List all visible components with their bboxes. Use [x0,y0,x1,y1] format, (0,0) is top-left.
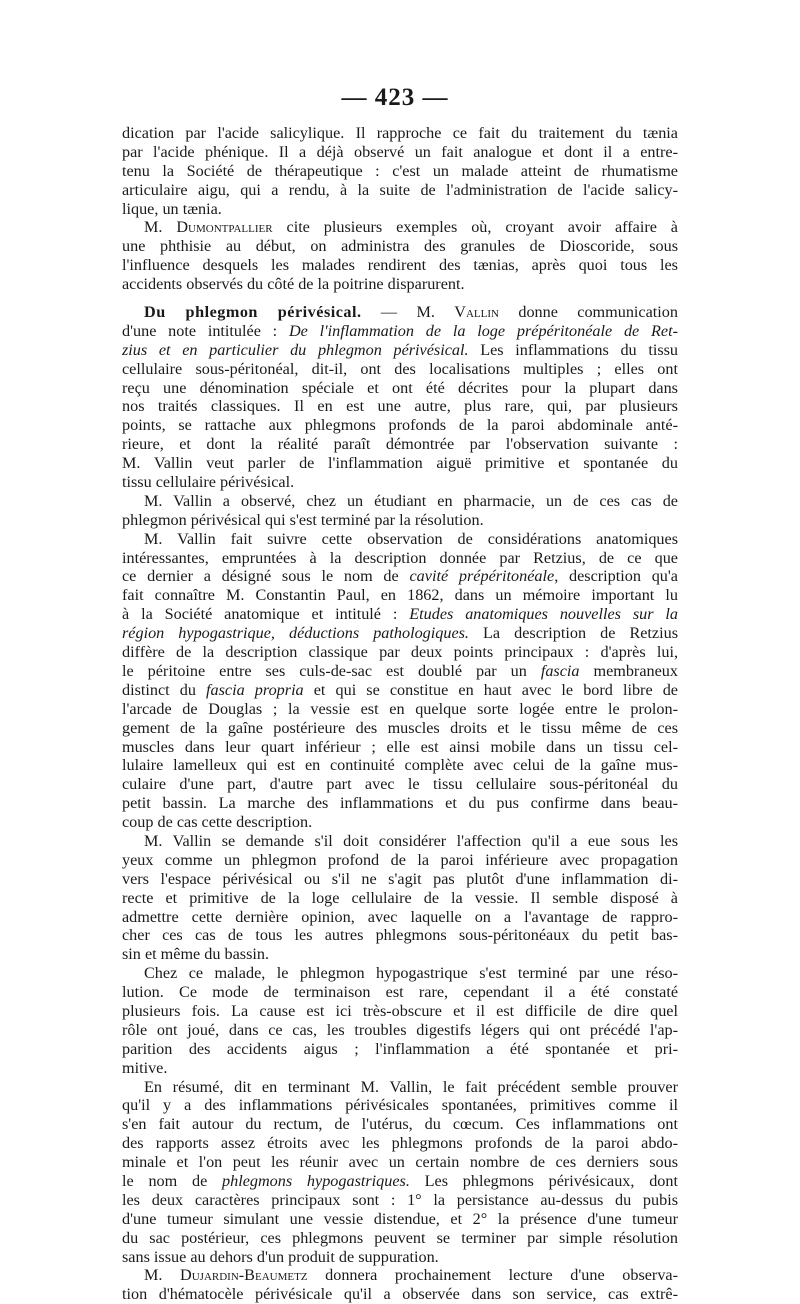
text-run: plusieurs fois. La cause est ici très-obscure et il est difficile de dire quel [122,1001,678,1020]
text-run: petit bassin. La marche des inflammations et du pus confirme dans beau- [122,794,678,813]
text-run: une phthisie au début, on administra des granules de Dioscoride, sous [122,237,678,256]
text-run: mitive. [122,1058,168,1077]
text-run: d'une note intitulée : [122,321,289,340]
text-line [122,397,678,416]
text-run: s'en fait autour du rectum, de l'utérus, du cœcum. Ces inflammations ont [122,1115,678,1134]
text-line [122,492,678,511]
text-line [122,435,678,454]
text-run: du sac postérieur, ces phlegmons peuvent se terminer par simple résolution [122,1228,678,1247]
text-run: M. [144,218,177,237]
text-run: à la Société anatomique et intitulé : [122,605,410,624]
text-line [122,1040,678,1059]
text-run: tion d'hématocèle périvésicale qu'il a observée dans son service, cas extrê- [122,1285,678,1304]
text-line [122,360,678,379]
text-run: En résumé, dit en terminant M. Vallin, le fait précédent semble prouver [144,1077,678,1096]
text-line [122,454,678,473]
text-run: rieure, et dont la réalité paraît démontrée par l'observation suivante : [122,435,678,454]
text-run: culaire d'une part, d'autre part avec le tissu cellulaire sous-péritonéal du [122,775,678,794]
text-run: rôle ont joué, dans ce cas, les troubles digestifs légers qui ont précédé l'ap- [122,1020,678,1039]
text-run: donnera prochainement lecture d'une observa- [307,1266,678,1285]
text-line [122,889,678,908]
text-line [122,1002,678,1021]
text-line [122,624,678,643]
text-run: reçu une dénomination spéciale et ont été décrites pour la plupart dans [122,378,678,397]
text-line [122,1059,678,1078]
text-run: les deux caractères principaux sont : 1° la persistance au-dessus du pubis [122,1190,678,1209]
person-name: Dumontpallier [176,218,273,237]
text-run: l'arcade de Douglas ; la vessie est en quelque sorte logée entre le prolon- [122,699,678,718]
text-run: cher ces cas de tous les autres phlegmons sous-péritonéaux du petit bas- [122,926,678,945]
text-run: lution. Ce mode de terminaison est rare, cependant il a été constaté [122,983,678,1002]
text-line [122,1229,678,1248]
text-run: donne communication [498,303,678,322]
text-run: membraneux [579,661,678,680]
text-line [122,162,678,181]
text-line [122,567,678,586]
text-line [122,832,678,851]
text-run: La description de Retzius [468,624,678,643]
text-run: par l'acide phénique. Il a déjà observé un fait analogue et dont il a entre- [122,142,678,161]
text-line [122,1191,678,1210]
text-line [122,181,678,200]
text-line [122,143,678,162]
text-line [122,473,678,492]
text-run: tenu la Société de thérapeutique : c'est un malade atteint de rhumatisme [122,161,678,180]
italic-text: région hypogastrique, déductions pathologiques. [122,624,469,643]
text-run: muscles dans leur quart inférieur ; elle est ainsi mobile dans un tissu cel- [122,737,678,756]
text-line [122,275,678,294]
text-line [122,379,678,398]
italic-text: fascia propria [206,680,304,699]
text-line [122,926,678,945]
text-run: lique, un tænia. [122,199,222,218]
text-run: M. Vallin se demande s'il doit considérer l'affection qu'il a eue sous les [144,831,678,850]
text-line [122,1266,678,1285]
text-run: — M. [361,303,455,322]
text-line [122,964,678,983]
text-run: cellulaire sous-péritonéal, dit-il, ont des localisations multiples ; elles ont [122,359,678,378]
text-run: qu'il y a des inflammations périvésicales spontanées, primitives comme il [122,1096,678,1115]
text-line [122,738,678,757]
text-run: intéressantes, empruntées à la description donnée par Retzius, de ce que [122,548,678,567]
text-run: d'une tumeur simulant une vessie distendue, et 2° la présence d'une tumeur [122,1209,678,1228]
italic-text: phlegmons hypogastriques. [222,1171,410,1190]
text-run: l'influence desquels les malades rendirent des tænias, après quoi tous les [122,256,678,275]
italic-text: fascia [540,661,580,680]
text-line [122,1021,678,1040]
text-run: parition des accidents aigus ; l'inflammation a été spontanée et pri- [122,1039,678,1058]
text-run: Les phlegmons périvésicaux, dont [409,1171,678,1190]
text-line [122,1134,678,1153]
text-line [122,218,678,237]
text-line [122,643,678,662]
section-heading-line [122,303,678,322]
text-line [122,1285,678,1304]
text-run: recte et primitive de la loge cellulaire de la vessie. Il semble disposé à [122,888,678,907]
text-run: minale et l'on peut les réunir avec un certain nombre de ces derniers sous [122,1153,678,1172]
text-run: dication par l'acide salicylique. Il rapproche ce fait du traitement du tænia [122,124,678,142]
text-line [122,851,678,870]
text-run: accidents observés du côté de la poitrine disparurent. [122,275,465,294]
text-line [122,586,678,605]
text-line [122,1153,678,1172]
page-number: — 423 — [341,84,449,111]
section-heading: Du phlegmon périvésical. [144,303,362,322]
text-run: tissu cellulaire périvésical. [122,473,295,492]
text-run: articulaire aigu, qui a rendu, à la suite de l'administration de l'acide salicy- [122,180,678,199]
text-line [122,605,678,624]
text-line [122,256,678,275]
text-line [122,700,678,719]
text-line [122,870,678,889]
text-line [122,908,678,927]
text-run: M. Vallin veut parler de l'inflammation aiguë primitive et spontanée du [122,454,678,473]
text-line [122,124,678,143]
text-run: M. Vallin fait suivre cette observation de considérations anatomiques [144,529,678,548]
text-run: fait connaître M. Constantin Paul, en 1862, dans un mémoire important lu [122,586,678,605]
text-run: diffère de la description classique par deux points principaux : d'après lui, [122,643,678,662]
text-run: phlegmon périvésical qui s'est terminé par la résolution. [122,510,484,529]
text-line [122,1248,678,1267]
text-run: Les inflammations du tissu [468,340,679,359]
text-line [122,983,678,1002]
text-run: admettre cette dernière opinion, avec laquelle on a l'avantage de rappro- [122,907,678,926]
text-line [122,1210,678,1229]
text-line [122,794,678,813]
text-run: M. Vallin a observé, chez un étudiant en pharmacie, un de ces cas de [144,491,678,510]
text-run: ce dernier a désigné sous le nom de [122,567,410,586]
body-text [122,124,678,1304]
text-run: des rapports assez étroits avec les phlegmons profonds de la paroi abdo- [122,1134,678,1153]
text-run: Chez ce malade, le phlegmon hypogastrique s'est terminé par une réso- [144,964,678,983]
text-line [122,341,678,360]
text-line [122,945,678,964]
text-line [122,200,678,219]
text-run: le péritoine entre ses culs-de-sac est doublé par un [122,661,541,680]
italic-text: zius et en particulier du phlegmon périvésical. [122,340,469,359]
italic-text: De l'inflammation de la loge prépéritonéale de Ret- [288,321,679,340]
text-line [122,719,678,738]
person-name: Dujardin-Beaumetz [180,1266,308,1285]
text-line [122,662,678,681]
text-run: , description qu'a [554,567,678,586]
text-line [122,549,678,568]
text-run: points, se rattache aux phlegmons profonds de la paroi abdominale anté- [122,416,678,435]
text-line [122,416,678,435]
text-run: distinct du [122,680,207,699]
text-run: yeux comme un phlegmon profond de la paroi inférieure avec propagation [122,850,678,869]
text-line [122,1078,678,1097]
text-run: sans issue au dehors d'un produit de suppuration. [122,1247,439,1266]
text-run: lulaire lamelleux qui est en continuité complète avec celui de la gaîne mus- [122,756,678,775]
italic-text: Etudes anatomiques nouvelles sur la [409,605,679,624]
text-line [122,775,678,794]
text-run: gement de la gaîne postérieure des muscles droits et le tissu même de ces [122,718,678,737]
person-name: Vallin [454,303,499,322]
text-run: cite plusieurs exemples où, croyant avoir affaire à [272,218,678,237]
text-line [122,1172,678,1191]
text-line [122,511,678,530]
text-line [122,237,678,256]
text-line [122,1115,678,1134]
text-line [122,530,678,549]
text-line [122,813,678,832]
text-run: et qui se constitue en haut avec le bord libre de [303,680,678,699]
text-run: coup de cas cette description. [122,813,313,832]
text-line [122,1096,678,1115]
text-run: nos traités classiques. Il en est une autre, plus rare, qui, par plusieurs [122,397,678,416]
text-run: le nom de [122,1171,223,1190]
text-run: sin et même du bassin. [122,945,270,964]
text-run: vers l'espace périvésical ou s'il ne s'agit pas plutôt d'une inflammation di- [122,869,678,888]
text-line [122,756,678,775]
italic-text: cavité prépéritonéale [409,567,555,586]
text-run: M. [144,1266,181,1285]
text-line [122,322,678,341]
text-line [122,681,678,700]
